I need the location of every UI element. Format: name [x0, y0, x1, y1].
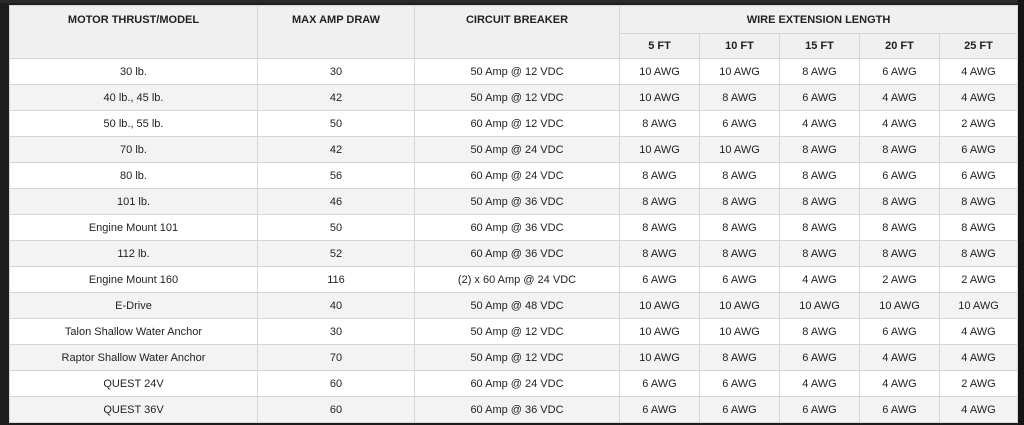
- header-length-20ft: 20 FT: [860, 34, 940, 59]
- cell-wire-gauge: 10 AWG: [700, 137, 780, 163]
- cell-circuit-breaker: 60 Amp @ 36 VDC: [415, 215, 620, 241]
- cell-max-amp: 116: [258, 267, 415, 293]
- cell-wire-gauge: 8 AWG: [860, 215, 940, 241]
- cell-wire-gauge: 6 AWG: [940, 137, 1018, 163]
- cell-wire-gauge: 2 AWG: [940, 111, 1018, 137]
- cell-wire-gauge: 4 AWG: [940, 85, 1018, 111]
- cell-wire-gauge: 6 AWG: [860, 319, 940, 345]
- cell-wire-gauge: 8 AWG: [780, 215, 860, 241]
- table-row: [10, 371, 1018, 397]
- cell-max-amp: 52: [258, 241, 415, 267]
- cell-wire-gauge: 2 AWG: [940, 371, 1018, 397]
- cell-max-amp: 50: [258, 215, 415, 241]
- cell-max-amp: 40: [258, 293, 415, 319]
- cell-wire-gauge: 4 AWG: [780, 111, 860, 137]
- cell-model: 40 lb., 45 lb.: [10, 85, 258, 111]
- cell-wire-gauge: 10 AWG: [780, 293, 860, 319]
- header-length-5ft: 5 FT: [620, 34, 700, 59]
- table-row: [10, 397, 1018, 423]
- cell-circuit-breaker: 60 Amp @ 36 VDC: [415, 241, 620, 267]
- cell-wire-gauge: 8 AWG: [940, 241, 1018, 267]
- cell-wire-gauge: 4 AWG: [940, 319, 1018, 345]
- cell-model: 70 lb.: [10, 137, 258, 163]
- cell-wire-gauge: 4 AWG: [860, 85, 940, 111]
- cell-wire-gauge: 8 AWG: [860, 189, 940, 215]
- cell-circuit-breaker: 60 Amp @ 24 VDC: [415, 163, 620, 189]
- cell-wire-gauge: 8 AWG: [780, 163, 860, 189]
- wiring-table-container: [9, 5, 1017, 419]
- cell-wire-gauge: 6 AWG: [860, 59, 940, 85]
- cell-wire-gauge: 8 AWG: [860, 241, 940, 267]
- cell-circuit-breaker: 60 Amp @ 36 VDC: [415, 397, 620, 423]
- table-row: [10, 111, 1018, 137]
- cell-wire-gauge: 10 AWG: [620, 293, 700, 319]
- cell-max-amp: 50: [258, 111, 415, 137]
- header-model: MOTOR THRUST/MODEL: [10, 6, 258, 59]
- cell-wire-gauge: 6 AWG: [860, 163, 940, 189]
- cell-wire-gauge: 8 AWG: [780, 189, 860, 215]
- cell-model: 80 lb.: [10, 163, 258, 189]
- cell-wire-gauge: 10 AWG: [860, 293, 940, 319]
- cell-model: 50 lb., 55 lb.: [10, 111, 258, 137]
- cell-max-amp: 60: [258, 371, 415, 397]
- cell-wire-gauge: 4 AWG: [860, 345, 940, 371]
- cell-wire-gauge: 8 AWG: [620, 241, 700, 267]
- cell-wire-gauge: 10 AWG: [700, 59, 780, 85]
- cell-wire-gauge: 8 AWG: [780, 241, 860, 267]
- cell-wire-gauge: 2 AWG: [860, 267, 940, 293]
- cell-wire-gauge: 6 AWG: [780, 345, 860, 371]
- right-edge-strip: [1018, 0, 1024, 425]
- cell-max-amp: 46: [258, 189, 415, 215]
- cell-wire-gauge: 8 AWG: [860, 137, 940, 163]
- cell-wire-gauge: 8 AWG: [700, 345, 780, 371]
- cell-circuit-breaker: 50 Amp @ 12 VDC: [415, 319, 620, 345]
- cell-circuit-breaker: 50 Amp @ 12 VDC: [415, 59, 620, 85]
- header-length-25ft: 25 FT: [940, 34, 1018, 59]
- cell-wire-gauge: 4 AWG: [940, 397, 1018, 423]
- cell-circuit-breaker: (2) x 60 Amp @ 24 VDC: [415, 267, 620, 293]
- table-header: [10, 6, 1018, 59]
- cell-wire-gauge: 8 AWG: [620, 111, 700, 137]
- table-row: [10, 85, 1018, 111]
- cell-model: QUEST 36V: [10, 397, 258, 423]
- cell-wire-gauge: 8 AWG: [700, 163, 780, 189]
- cell-wire-gauge: 6 AWG: [780, 85, 860, 111]
- cell-wire-gauge: 10 AWG: [620, 345, 700, 371]
- table-row: [10, 319, 1018, 345]
- table-body: [10, 59, 1018, 423]
- cell-wire-gauge: 6 AWG: [700, 111, 780, 137]
- cell-circuit-breaker: 50 Amp @ 36 VDC: [415, 189, 620, 215]
- cell-circuit-breaker: 50 Amp @ 48 VDC: [415, 293, 620, 319]
- wiring-spec-table: [9, 5, 1018, 423]
- top-strip: [0, 0, 1024, 3]
- cell-max-amp: 60: [258, 397, 415, 423]
- cell-wire-gauge: 4 AWG: [940, 59, 1018, 85]
- cell-model: Engine Mount 160: [10, 267, 258, 293]
- table-row: [10, 59, 1018, 85]
- table-row: [10, 345, 1018, 371]
- header-circuit-breaker: CIRCUIT BREAKER: [415, 6, 620, 59]
- table-row: [10, 241, 1018, 267]
- cell-circuit-breaker: 50 Amp @ 12 VDC: [415, 85, 620, 111]
- cell-model: Raptor Shallow Water Anchor: [10, 345, 258, 371]
- cell-wire-gauge: 8 AWG: [620, 163, 700, 189]
- cell-circuit-breaker: 50 Amp @ 12 VDC: [415, 345, 620, 371]
- cell-wire-gauge: 10 AWG: [620, 59, 700, 85]
- cell-wire-gauge: 6 AWG: [700, 267, 780, 293]
- cell-wire-gauge: 10 AWG: [620, 319, 700, 345]
- cell-wire-gauge: 2 AWG: [940, 267, 1018, 293]
- cell-wire-gauge: 6 AWG: [940, 163, 1018, 189]
- table-row: [10, 267, 1018, 293]
- cell-wire-gauge: 6 AWG: [780, 397, 860, 423]
- header-max-amp: MAX AMP DRAW: [258, 6, 415, 59]
- cell-wire-gauge: 6 AWG: [700, 371, 780, 397]
- cell-wire-gauge: 8 AWG: [940, 189, 1018, 215]
- cell-wire-gauge: 10 AWG: [620, 137, 700, 163]
- header-length-15ft: 15 FT: [780, 34, 860, 59]
- cell-circuit-breaker: 60 Amp @ 24 VDC: [415, 371, 620, 397]
- cell-model: QUEST 24V: [10, 371, 258, 397]
- cell-model: Talon Shallow Water Anchor: [10, 319, 258, 345]
- cell-max-amp: 42: [258, 137, 415, 163]
- cell-wire-gauge: 8 AWG: [780, 59, 860, 85]
- cell-wire-gauge: 4 AWG: [860, 371, 940, 397]
- header-wire-extension-length: WIRE EXTENSION LENGTH: [620, 6, 1018, 34]
- table-row: [10, 163, 1018, 189]
- cell-model: 101 lb.: [10, 189, 258, 215]
- cell-max-amp: 30: [258, 319, 415, 345]
- cell-wire-gauge: 8 AWG: [700, 85, 780, 111]
- cell-max-amp: 56: [258, 163, 415, 189]
- cell-model: Engine Mount 101: [10, 215, 258, 241]
- cell-wire-gauge: 6 AWG: [620, 267, 700, 293]
- cell-wire-gauge: 4 AWG: [780, 267, 860, 293]
- cell-circuit-breaker: 60 Amp @ 12 VDC: [415, 111, 620, 137]
- cell-model: 30 lb.: [10, 59, 258, 85]
- cell-wire-gauge: 8 AWG: [780, 137, 860, 163]
- cell-wire-gauge: 10 AWG: [700, 293, 780, 319]
- cell-wire-gauge: 10 AWG: [700, 319, 780, 345]
- cell-circuit-breaker: 50 Amp @ 24 VDC: [415, 137, 620, 163]
- cell-max-amp: 70: [258, 345, 415, 371]
- cell-model: 112 lb.: [10, 241, 258, 267]
- cell-wire-gauge: 6 AWG: [620, 397, 700, 423]
- table-row: [10, 293, 1018, 319]
- cell-wire-gauge: 4 AWG: [780, 371, 860, 397]
- cell-wire-gauge: 8 AWG: [700, 189, 780, 215]
- cell-wire-gauge: 10 AWG: [620, 85, 700, 111]
- cell-wire-gauge: 8 AWG: [780, 319, 860, 345]
- cell-wire-gauge: 6 AWG: [860, 397, 940, 423]
- cell-max-amp: 30: [258, 59, 415, 85]
- cell-model: E-Drive: [10, 293, 258, 319]
- cell-wire-gauge: 8 AWG: [620, 215, 700, 241]
- cell-wire-gauge: 6 AWG: [620, 371, 700, 397]
- table-row: [10, 215, 1018, 241]
- table-row: [10, 137, 1018, 163]
- header-length-10ft: 10 FT: [700, 34, 780, 59]
- cell-wire-gauge: 8 AWG: [940, 215, 1018, 241]
- cell-wire-gauge: 10 AWG: [940, 293, 1018, 319]
- cell-max-amp: 42: [258, 85, 415, 111]
- cell-wire-gauge: 4 AWG: [940, 345, 1018, 371]
- cell-wire-gauge: 8 AWG: [700, 241, 780, 267]
- cell-wire-gauge: 4 AWG: [860, 111, 940, 137]
- table-row: [10, 189, 1018, 215]
- cell-wire-gauge: 8 AWG: [700, 215, 780, 241]
- cell-wire-gauge: 8 AWG: [620, 189, 700, 215]
- cell-wire-gauge: 6 AWG: [700, 397, 780, 423]
